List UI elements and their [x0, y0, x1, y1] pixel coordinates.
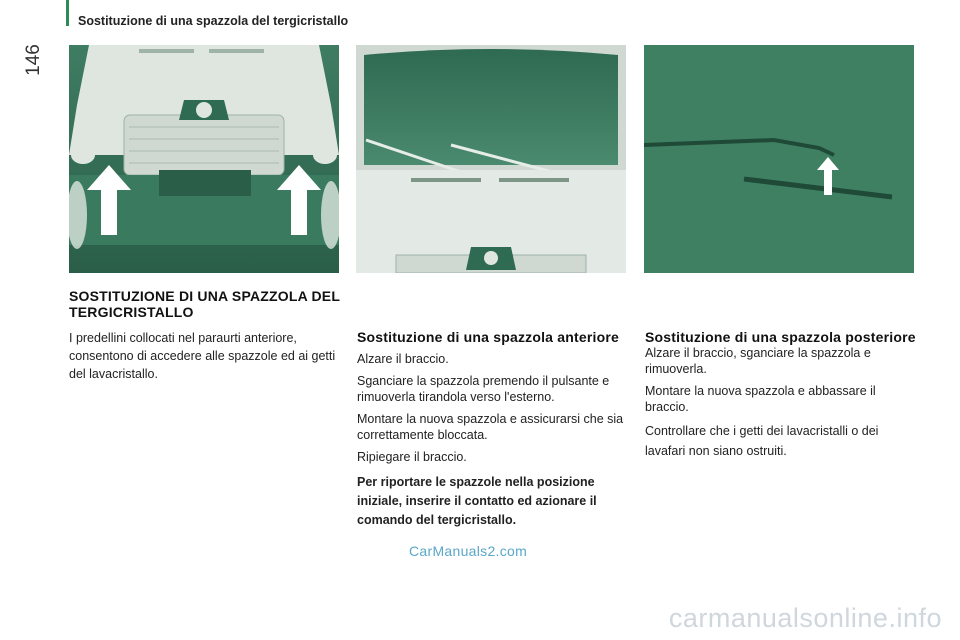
front-note: Per riportare le spazzole nella posizione iniziale, inserire il contatto ed azionare il comando del tergicristallo. [357, 475, 597, 527]
illustration-front-bumper [69, 45, 339, 273]
intro-paragraph: I predellini collocati nel paraurti anteriore, consentono di accedere alle spazzole ed ai getti del lavacristallo. [69, 331, 336, 381]
illustration-front-wipers [356, 45, 626, 273]
front-step: Montare la nuova spazzola e assicurarsi che sia correttamente bloccata. [357, 412, 624, 442]
page-number: 146 [23, 44, 44, 76]
front-step: Alzare il braccio. [357, 352, 449, 366]
rear-step: Controllare che i getti dei lavacristalli o dei lavafari non siano ostruiti. [645, 424, 879, 458]
rear-step: Alzare il braccio, sganciare la spazzola e rimuoverla. [645, 346, 871, 376]
front-step: Sganciare la spazzola premendo il pulsante e rimuoverla tirandola verso l'esterno. [357, 374, 610, 404]
section-title: SOSTITUZIONE DI UNA SPAZZOLA DEL TERGICRISTALLO [69, 288, 340, 320]
rear-wiper-column [645, 330, 917, 467]
carmanuals-watermark-link[interactable]: CarManuals2.com [409, 543, 528, 559]
front-step: Ripiegare il braccio. [357, 450, 467, 464]
rear-wiper-title: Sostituzione di una spazzola posteriore [645, 329, 916, 345]
illustration-rear-wiper [644, 45, 914, 273]
site-watermark: carmanualsonline.info [668, 603, 942, 633]
front-wiper-column [357, 330, 629, 536]
front-wiper-title: Sostituzione di una spazzola anteriore [357, 329, 619, 345]
header-accent-rule [66, 0, 69, 26]
rear-step: Montare la nuova spazzola e abbassare il braccio. [645, 384, 876, 414]
page-header-title: Sostituzione di una spazzola del tergicristallo [78, 14, 349, 28]
